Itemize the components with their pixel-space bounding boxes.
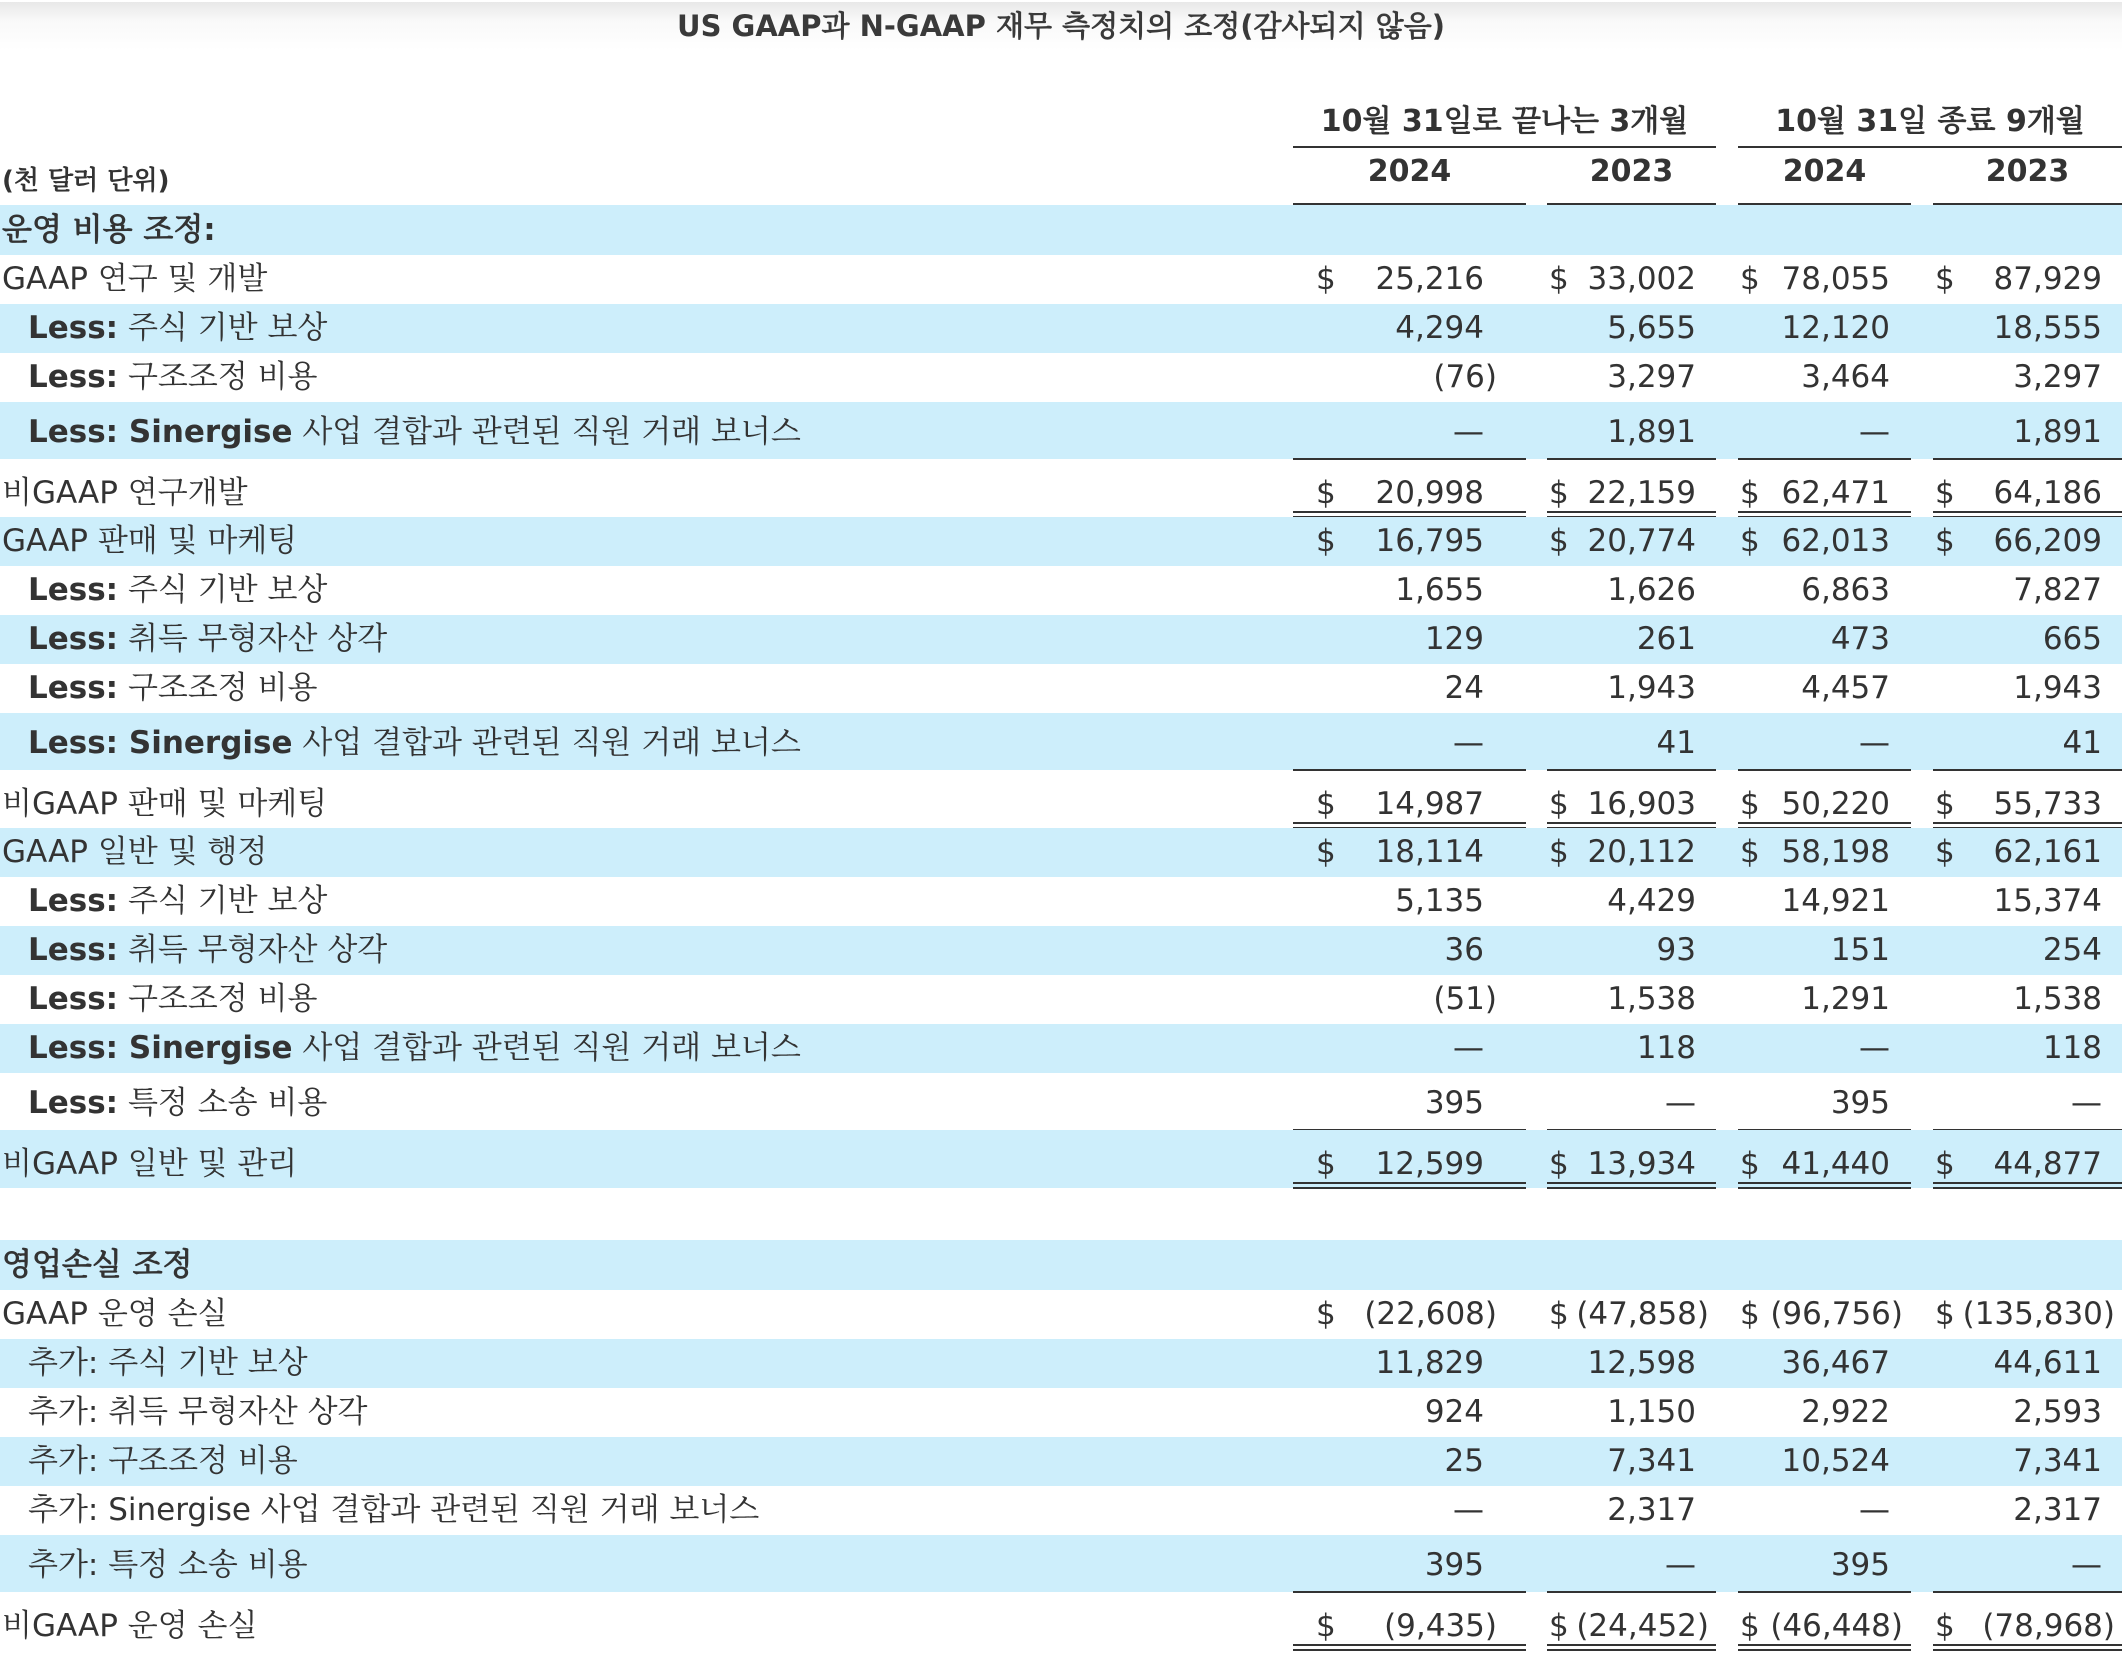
total-double-rule bbox=[1293, 1644, 1526, 1651]
currency-symbol: $ bbox=[1935, 1296, 1955, 1332]
row-label bbox=[28, 1541, 1228, 1590]
value-cell: 13,934 bbox=[1587, 1146, 1696, 1182]
value-cell: (51) bbox=[1433, 981, 1497, 1017]
value-cell: 12,598 bbox=[1587, 1345, 1696, 1381]
total-double-rule bbox=[1547, 1644, 1716, 1651]
row-label bbox=[28, 1339, 1228, 1388]
row-label-text: 사업 결합과 관련된 직원 거래 보너스 bbox=[250, 1492, 760, 1528]
row-label-prefix: 비GAAP bbox=[2, 1608, 118, 1644]
row-label-text: 특정 소송 비용 bbox=[98, 1547, 308, 1583]
subtotal-rule bbox=[1738, 769, 1911, 771]
row-label-prefix: 추가: bbox=[28, 1394, 99, 1430]
value-cell: 2,922 bbox=[1801, 1394, 1890, 1430]
value-cell: 18,555 bbox=[1993, 310, 2102, 346]
value-cell: 22,159 bbox=[1587, 475, 1696, 511]
value-cell: 62,013 bbox=[1781, 523, 1890, 559]
value-cell: 1,538 bbox=[2013, 981, 2102, 1017]
subtotal-rule bbox=[1293, 769, 1526, 771]
value-cell: — bbox=[1859, 414, 1890, 450]
value-cell: 395 bbox=[1830, 1547, 1890, 1583]
value-cell: 4,294 bbox=[1395, 310, 1484, 346]
currency-symbol: $ bbox=[1935, 475, 1955, 511]
row-label-text: 일반 및 관리 bbox=[117, 1146, 298, 1182]
value-cell: 2,317 bbox=[2013, 1492, 2102, 1528]
currency-symbol: $ bbox=[1549, 1146, 1569, 1182]
row-label-text: 판매 및 마케팅 bbox=[117, 786, 328, 822]
currency-symbol: $ bbox=[1316, 475, 1336, 511]
currency-symbol: $ bbox=[1935, 786, 1955, 822]
currency-symbol: $ bbox=[1935, 1608, 1955, 1644]
value-cell: 33,002 bbox=[1587, 261, 1696, 297]
value-cell: 14,921 bbox=[1781, 883, 1890, 919]
row-label-prefix: Less: bbox=[28, 1085, 119, 1121]
row-label bbox=[28, 926, 1228, 975]
value-cell: 1,150 bbox=[1607, 1394, 1696, 1430]
value-cell: 64,186 bbox=[1993, 475, 2102, 511]
value-cell: — bbox=[1665, 1085, 1696, 1121]
value-cell: 118 bbox=[1636, 1030, 1696, 1066]
row-label-prefix: Less: bbox=[28, 310, 119, 346]
value-cell: 62,161 bbox=[1993, 834, 2102, 870]
value-cell: 20,998 bbox=[1375, 475, 1484, 511]
row-label-prefix: 추가: bbox=[28, 1443, 99, 1479]
value-cell: (76) bbox=[1433, 359, 1497, 395]
row-label bbox=[28, 1437, 1228, 1486]
currency-symbol: $ bbox=[1740, 1296, 1760, 1332]
value-cell: (47,858) bbox=[1576, 1296, 1709, 1332]
value-cell: — bbox=[1859, 1030, 1890, 1066]
value-cell: (78,968) bbox=[1982, 1608, 2115, 1644]
row-label-text: 취득 무형자산 상각 bbox=[118, 932, 388, 968]
currency-symbol: $ bbox=[1740, 1608, 1760, 1644]
value-cell: 1,943 bbox=[2013, 670, 2102, 706]
value-cell: 7,827 bbox=[2013, 572, 2102, 608]
value-cell: 2,593 bbox=[2013, 1394, 2102, 1430]
currency-symbol: $ bbox=[1740, 834, 1760, 870]
value-cell: 12,120 bbox=[1781, 310, 1890, 346]
value-cell: 2,317 bbox=[1607, 1492, 1696, 1528]
value-cell: 4,457 bbox=[1801, 670, 1890, 706]
value-cell: 254 bbox=[2042, 932, 2102, 968]
currency-symbol: $ bbox=[1740, 1146, 1760, 1182]
currency-symbol: $ bbox=[1316, 1146, 1336, 1182]
value-cell: 25,216 bbox=[1375, 261, 1484, 297]
value-cell: 16,903 bbox=[1587, 786, 1696, 822]
currency-symbol: $ bbox=[1549, 475, 1569, 511]
value-cell: 1,655 bbox=[1395, 572, 1484, 608]
value-cell: 66,209 bbox=[1993, 523, 2102, 559]
currency-symbol: $ bbox=[1316, 1608, 1336, 1644]
value-cell: 93 bbox=[1656, 932, 1696, 968]
value-cell: 50,220 bbox=[1781, 786, 1890, 822]
row-label bbox=[2, 255, 1202, 304]
value-cell: 151 bbox=[1830, 932, 1890, 968]
value-cell: 25 bbox=[1444, 1443, 1484, 1479]
row-label-prefix: 비GAAP bbox=[2, 475, 118, 511]
row-label-prefix: 비GAAP bbox=[2, 1146, 118, 1182]
value-cell: 41 bbox=[1656, 725, 1696, 761]
currency-symbol: $ bbox=[1316, 786, 1336, 822]
currency-symbol: $ bbox=[1549, 786, 1569, 822]
value-cell: — bbox=[1453, 725, 1484, 761]
subtotal-rule bbox=[1738, 1591, 1911, 1593]
currency-symbol: $ bbox=[1316, 523, 1336, 559]
value-cell: 395 bbox=[1424, 1547, 1484, 1583]
value-cell: 1,538 bbox=[1607, 981, 1696, 1017]
row-label-text: 연구 및 개발 bbox=[88, 261, 268, 297]
value-cell: 1,891 bbox=[1607, 414, 1696, 450]
row-label-text: 특정 소송 비용 bbox=[118, 1085, 328, 1121]
currency-symbol: $ bbox=[1740, 261, 1760, 297]
currency-symbol: $ bbox=[1740, 523, 1760, 559]
row-label-prefix: GAAP bbox=[2, 261, 88, 297]
row-label bbox=[28, 353, 1228, 402]
row-label bbox=[28, 975, 1228, 1024]
row-label-prefix: Less: Sinergise bbox=[28, 414, 293, 450]
subtotal-rule bbox=[1933, 769, 2122, 771]
currency-symbol: $ bbox=[1935, 1146, 1955, 1182]
period-header-rule bbox=[1293, 146, 1716, 148]
currency-symbol: $ bbox=[1549, 523, 1569, 559]
row-label bbox=[2, 828, 1202, 877]
row-label-prefix: Less: bbox=[28, 883, 119, 919]
value-cell: 3,464 bbox=[1801, 359, 1890, 395]
value-cell: (96,756) bbox=[1770, 1296, 1903, 1332]
value-cell: 41,440 bbox=[1781, 1146, 1890, 1182]
currency-symbol: $ bbox=[1316, 834, 1336, 870]
period-header-2: 10월 31일 종료 9개월 bbox=[1775, 104, 2085, 139]
row-label-text: 운영 손실 bbox=[88, 1296, 228, 1332]
section-header: 영업손실 조정 bbox=[2, 1247, 193, 1283]
row-label-text: 구조조정 비용 bbox=[118, 670, 318, 706]
value-cell: — bbox=[1453, 1030, 1484, 1066]
value-cell: 78,055 bbox=[1781, 261, 1890, 297]
value-cell: 11,829 bbox=[1375, 1345, 1484, 1381]
row-label-prefix: 추가: Sinergise bbox=[28, 1492, 251, 1528]
row-label-prefix: GAAP bbox=[2, 1296, 88, 1332]
row-label bbox=[28, 719, 1228, 768]
row-label-prefix: 비GAAP bbox=[2, 786, 118, 822]
row-label-text: 사업 결합과 관련된 직원 거래 보너스 bbox=[292, 725, 801, 761]
value-cell: 16,795 bbox=[1375, 523, 1484, 559]
value-cell: 924 bbox=[1424, 1394, 1484, 1430]
row-label bbox=[28, 1024, 1228, 1073]
row-label bbox=[2, 1290, 1202, 1339]
row-label-text: 구조조정 비용 bbox=[118, 359, 318, 395]
value-cell: — bbox=[2071, 1547, 2102, 1583]
row-label-prefix: 추가: bbox=[28, 1345, 99, 1381]
value-cell: 1,291 bbox=[1801, 981, 1890, 1017]
value-cell: 20,112 bbox=[1587, 834, 1696, 870]
value-cell: 62,471 bbox=[1781, 475, 1890, 511]
value-cell: 44,611 bbox=[1993, 1345, 2102, 1381]
row-label bbox=[2, 1140, 1202, 1189]
year-header: 2024 bbox=[1367, 154, 1452, 189]
row-label-text: 취득 무형자산 상각 bbox=[98, 1394, 368, 1430]
value-cell: — bbox=[1859, 1492, 1890, 1528]
subtotal-rule bbox=[1933, 458, 2122, 460]
row-label-prefix: Less: bbox=[28, 572, 119, 608]
row-label-prefix: Less: bbox=[28, 981, 119, 1017]
value-cell: (24,452) bbox=[1576, 1608, 1709, 1644]
row-label-prefix: Less: Sinergise bbox=[28, 725, 293, 761]
value-cell: — bbox=[1859, 725, 1890, 761]
value-cell: 41 bbox=[2062, 725, 2102, 761]
value-cell: 12,599 bbox=[1375, 1146, 1484, 1182]
currency-symbol: $ bbox=[1935, 523, 1955, 559]
currency-symbol: $ bbox=[1740, 786, 1760, 822]
subtotal-rule bbox=[1293, 1591, 1526, 1593]
value-cell: — bbox=[2071, 1085, 2102, 1121]
row-label-text: 운영 손실 bbox=[117, 1608, 258, 1644]
total-double-rule bbox=[1933, 1644, 2122, 1651]
row-label-prefix: Less: bbox=[28, 621, 119, 657]
total-double-rule bbox=[1547, 1182, 1716, 1189]
row-label-text: 구조조정 비용 bbox=[118, 981, 318, 1017]
value-cell: 55,733 bbox=[1993, 786, 2102, 822]
value-cell: 261 bbox=[1636, 621, 1696, 657]
value-cell: 18,114 bbox=[1375, 834, 1484, 870]
value-cell: 4,429 bbox=[1607, 883, 1696, 919]
currency-symbol: $ bbox=[1549, 1608, 1569, 1644]
document-title: US GAAP과 N-GAAP 재무 측정치의 조정(감사되지 않음) bbox=[0, 2, 2122, 50]
row-label bbox=[28, 304, 1228, 353]
row-label bbox=[28, 877, 1228, 926]
value-cell: 36 bbox=[1444, 932, 1484, 968]
row-label bbox=[28, 1486, 1228, 1535]
row-label bbox=[28, 1388, 1228, 1437]
row-label-prefix: Less: bbox=[28, 359, 119, 395]
value-cell: 1,891 bbox=[2013, 414, 2102, 450]
period-header-1: 10월 31일로 끝나는 3개월 bbox=[1320, 104, 1689, 139]
row-label bbox=[2, 469, 1202, 518]
row-label bbox=[28, 408, 1228, 457]
row-label-text: 주식 기반 보상 bbox=[118, 883, 328, 919]
value-cell: 3,297 bbox=[2013, 359, 2102, 395]
currency-symbol: $ bbox=[1740, 475, 1760, 511]
value-cell: 1,626 bbox=[1607, 572, 1696, 608]
subtotal-rule bbox=[1547, 769, 1716, 771]
currency-symbol: $ bbox=[1316, 1296, 1336, 1332]
value-cell: 24 bbox=[1444, 670, 1484, 706]
value-cell: — bbox=[1665, 1547, 1696, 1583]
row-label bbox=[2, 517, 1202, 566]
row-label bbox=[28, 615, 1228, 664]
row-label-text: 구조조정 비용 bbox=[98, 1443, 298, 1479]
row-label bbox=[28, 1079, 1228, 1128]
value-cell: (135,830) bbox=[1962, 1296, 2115, 1332]
total-double-rule bbox=[1933, 1182, 2122, 1189]
currency-symbol: $ bbox=[1935, 261, 1955, 297]
value-cell: 44,877 bbox=[1993, 1146, 2102, 1182]
value-cell: 5,135 bbox=[1395, 883, 1484, 919]
value-cell: (9,435) bbox=[1384, 1608, 1497, 1644]
value-cell: 395 bbox=[1424, 1085, 1484, 1121]
units-label: (천 달러 단위) bbox=[2, 166, 170, 196]
row-label-prefix: Less: bbox=[28, 932, 119, 968]
subtotal-rule bbox=[1547, 1591, 1716, 1593]
value-cell: 1,943 bbox=[1607, 670, 1696, 706]
year-header: 2024 bbox=[1782, 154, 1867, 189]
year-header: 2023 bbox=[1589, 154, 1674, 189]
row-label-text: 취득 무형자산 상각 bbox=[118, 621, 388, 657]
value-cell: 6,863 bbox=[1801, 572, 1890, 608]
subtotal-rule bbox=[1547, 458, 1716, 460]
value-cell: 36,467 bbox=[1781, 1345, 1890, 1381]
row-label bbox=[28, 664, 1228, 713]
value-cell: (22,608) bbox=[1364, 1296, 1497, 1332]
total-double-rule bbox=[1738, 1644, 1911, 1651]
row-label-text: 일반 및 행정 bbox=[88, 834, 268, 870]
total-double-rule bbox=[1738, 1182, 1911, 1189]
currency-symbol: $ bbox=[1549, 261, 1569, 297]
subtotal-rule bbox=[1293, 458, 1526, 460]
value-cell: 665 bbox=[2042, 621, 2102, 657]
row-label-prefix: Less: Sinergise bbox=[28, 1030, 293, 1066]
currency-symbol: $ bbox=[1935, 834, 1955, 870]
value-cell: — bbox=[1453, 1492, 1484, 1528]
currency-symbol: $ bbox=[1549, 1296, 1569, 1332]
row-label bbox=[2, 780, 1202, 829]
value-cell: 118 bbox=[2042, 1030, 2102, 1066]
row-label-text: 판매 및 마케팅 bbox=[88, 523, 298, 559]
value-cell: 58,198 bbox=[1781, 834, 1890, 870]
row-label-prefix: GAAP bbox=[2, 834, 88, 870]
row-label-text: 주식 기반 보상 bbox=[118, 310, 328, 346]
row-label-prefix: GAAP bbox=[2, 523, 88, 559]
row-label bbox=[28, 566, 1228, 615]
value-cell: 20,774 bbox=[1587, 523, 1696, 559]
value-cell: 87,929 bbox=[1993, 261, 2102, 297]
value-cell: 10,524 bbox=[1781, 1443, 1890, 1479]
value-cell: 3,297 bbox=[1607, 359, 1696, 395]
value-cell: 15,374 bbox=[1993, 883, 2102, 919]
value-cell: (46,448) bbox=[1770, 1608, 1903, 1644]
row-label-text: 사업 결합과 관련된 직원 거래 보너스 bbox=[292, 1030, 801, 1066]
value-cell: — bbox=[1453, 414, 1484, 450]
value-cell: 129 bbox=[1424, 621, 1484, 657]
row-label-text: 주식 기반 보상 bbox=[98, 1345, 308, 1381]
value-cell: 14,987 bbox=[1375, 786, 1484, 822]
row-label-text: 연구개발 bbox=[117, 475, 248, 511]
value-cell: 7,341 bbox=[1607, 1443, 1696, 1479]
total-double-rule bbox=[1293, 1182, 1526, 1189]
row-label-text: 주식 기반 보상 bbox=[118, 572, 328, 608]
subtotal-rule bbox=[1738, 458, 1911, 460]
value-cell: 5,655 bbox=[1607, 310, 1696, 346]
section-header: 운영 비용 조정: bbox=[2, 212, 216, 248]
subtotal-rule bbox=[1933, 1591, 2122, 1593]
row-label-text: 사업 결합과 관련된 직원 거래 보너스 bbox=[292, 414, 801, 450]
value-cell: 473 bbox=[1830, 621, 1890, 657]
year-header: 2023 bbox=[1985, 154, 2070, 189]
period-header-rule bbox=[1738, 146, 2122, 148]
row-label-prefix: 추가: bbox=[28, 1547, 99, 1583]
currency-symbol: $ bbox=[1316, 261, 1336, 297]
row-label bbox=[2, 1602, 1202, 1651]
row-label-prefix: Less: bbox=[28, 670, 119, 706]
currency-symbol: $ bbox=[1549, 834, 1569, 870]
value-cell: 7,341 bbox=[2013, 1443, 2102, 1479]
value-cell: 395 bbox=[1830, 1085, 1890, 1121]
